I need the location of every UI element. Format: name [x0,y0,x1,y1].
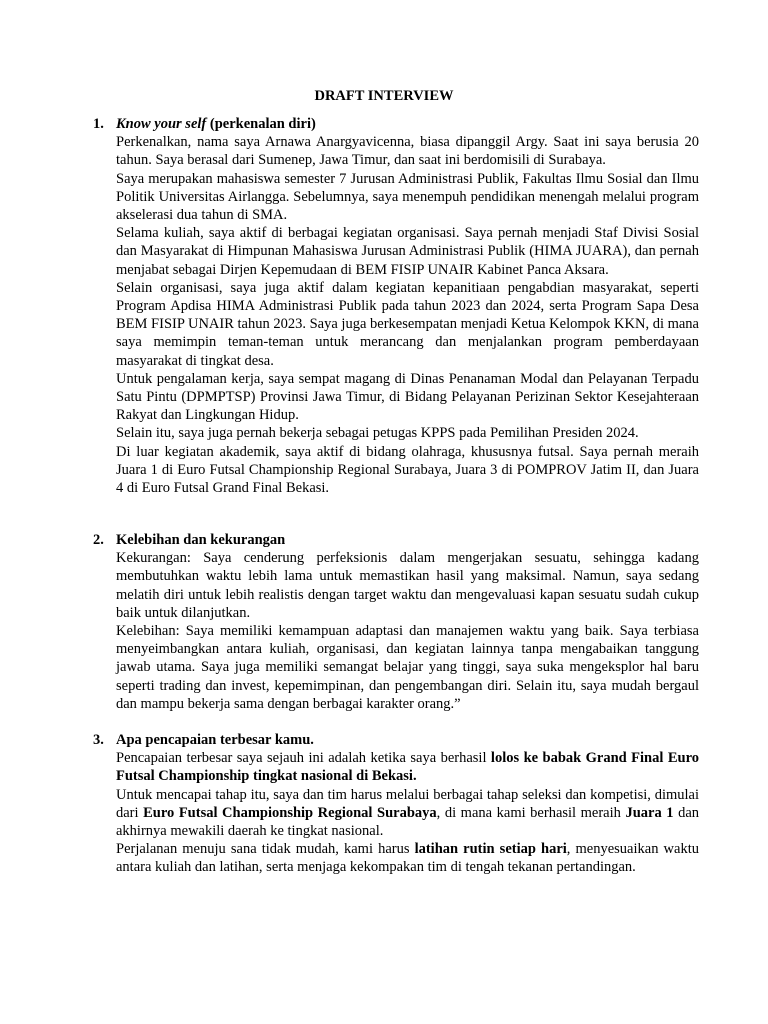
paragraph: Untuk mencapai tahap itu, saya dan tim harus melalui berbagai tahap seleksi dan kompetisi, dimulai dari Euro Futsal Championship Regional Surabaya, di mana kami berhasil meraih Juara 1 dan akhirnya mewakili daerah ke tingkat nasional. [116,786,700,840]
paragraph: Kekurangan: Saya cenderung perfeksionis dalam mengerjakan sesuatu, sehingga kadang membutuhkan waktu lebih lama untuk memastikan hasil yang maksimal. Namun, saya sedang melatih diri untuk lebih realistis dengan target waktu dan mengevaluasi kapan sesuatu sudah cukup baik untuk dilanjutkan. [116,550,699,621]
section-number: 1. [93,116,104,132]
section-heading: Know your self (perkenalan diri) [116,116,316,132]
section-1 [93,115,699,497]
paragraph: Selain organisasi, saya juga aktif dalam kegiatan kepanitiaan pengabdian masyarakat, seperti Program Apdisa HIMA Administrasi Publik pada tahun 2023 dan 2024, serta Program Sapa Desa BEM FISIP UNAIR tahun 2023. Saya juga berkesempatan menjadi Ketua Kelompok KKN, di mana saya memimpin teman-teman untuk merancang dan menjalankan program pemberdayaan masyarakat di tingkat desa. [116,279,699,369]
paragraph: Di luar kegiatan akademik, saya aktif di bidang olahraga, khususnya futsal. Saya pernah meraih Juara 1 di Euro Futsal Championship Regional Surabaya, Juara 3 di POMPROV Jatim II, dan Juara 4 di Euro Futsal Grand Final Bekasi. [116,443,699,497]
document-title: DRAFT INTERVIEW [314,88,454,104]
paragraph: Untuk pengalaman kerja, saya sempat magang di Dinas Penanaman Modal dan Pelayanan Terpadu Satu Pintu (DPMPTSP) Provinsi Jawa Timur, di Bidang Pelayanan Perizinan Sektor Kesejahteraan Rakyat dan Lingkungan Hidup. [116,370,699,424]
section-3 [93,731,699,877]
paragraph: Saya merupakan mahasiswa semester 7 Jurusan Administrasi Publik, Fakultas Ilmu Sosial dan Ilmu Politik Universitas Airlangga. Sebelumnya, saya menempuh pendidikan menengah melalui program akselerasi dua tahun di SMA. [116,170,699,224]
section-number: 2. [93,532,104,548]
paragraph: Pencapaian terbesar saya sejauh ini adalah ketika saya berhasil lolos ke babak Grand Final Euro Futsal Championship tingkat nasional di Bekasi. [116,750,699,785]
paragraph: Kelebihan: Saya memiliki kemampuan adaptasi dan manajemen waktu yang baik. Saya terbiasa menyeimbangkan antara kuliah, organisasi, dan kegiatan lainnya tanpa mengabaikan tanggung jawab utama. Saya juga memiliki semangat belajar yang tinggi, saya suka mengeksplor hal baru seperti trading dan invest, kepemimpinan, dan pengembangan diri. Selain itu, saya mudah bergaul dan mampu bekerja sama dengan berbagai karakter orang.” [116,623,699,712]
section-heading: Kelebihan dan kekurangan [116,532,286,548]
paragraph: Selama kuliah, saya aktif di berbagai kegiatan organisasi. Saya pernah menjadi Staf Divisi Sosial dan Masyarakat di Himpunan Mahasiswa Jurusan Administrasi Publik (HIMA JUARA), dan pernah menjabat sebagai Dirjen Kepemudaan di BEM FISIP UNAIR Kabinet Panca Aksara. [116,225,699,278]
section-number: 3. [93,732,104,748]
paragraph: Perjalanan menuju sana tidak mudah, kami harus latihan rutin setiap hari, menyesuaikan waktu antara kuliah dan latihan, serta menjaga kekompakan tim di tengah tekanan pertandingan. [116,841,699,876]
section-heading: Apa pencapaian terbesar kamu. [116,732,314,748]
paragraph: Perkenalkan, nama saya Arnawa Anargyavicenna, biasa dipanggil Argy. Saat ini saya berusia 20 tahun. Saya berasal dari Sumenep, Jawa Timur, dan saat ini berdomisili di Surabaya. [116,134,699,169]
section-2 [93,531,699,713]
paragraph: Selain itu, saya juga pernah bekerja sebagai petugas KPPS pada Pemilihan Presiden 2024. [116,425,639,442]
